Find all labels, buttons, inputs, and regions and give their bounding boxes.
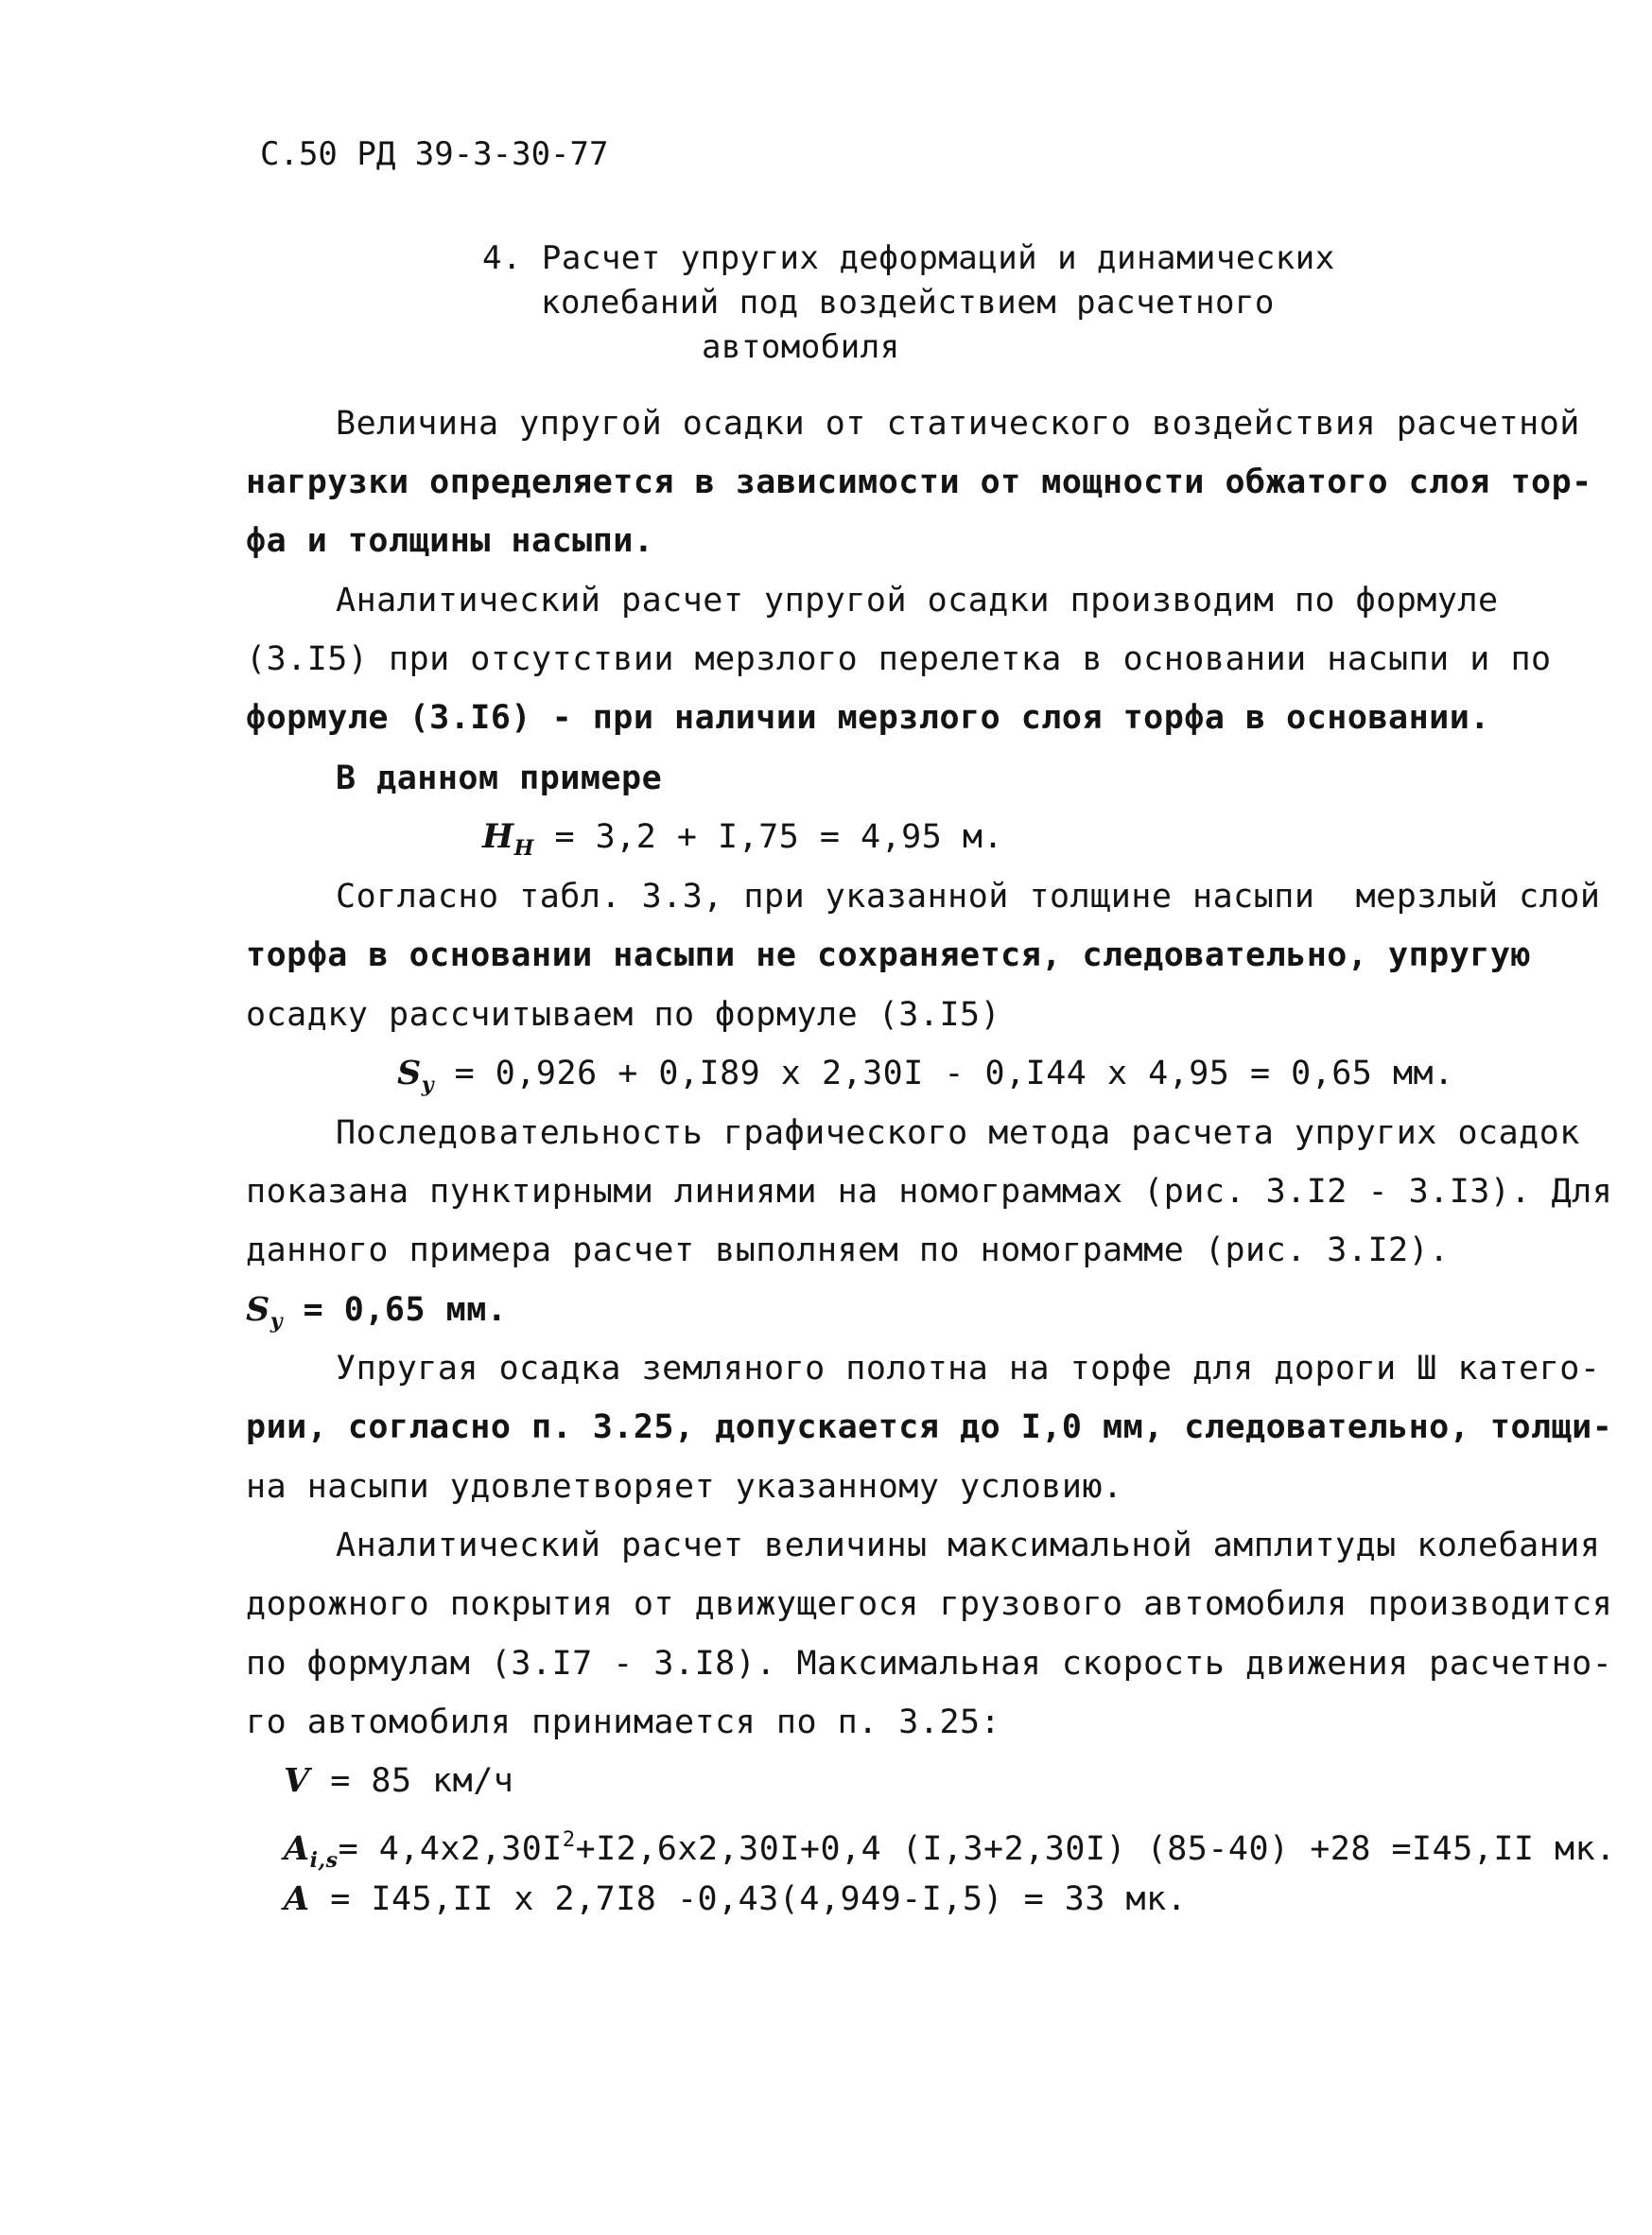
formula-a xyxy=(284,1877,1187,1921)
para7-line-4: го автомобиля принимается по п. 3.25: xyxy=(246,1703,1001,1741)
formula-h xyxy=(482,815,1003,870)
para6-line-1: Упругая осадка земляного полотна на торфе для дороги Ш катего- xyxy=(336,1350,1601,1388)
formula-a-expression: = I45,II x 2,7I8 -0,43(4,949-I,5) = 33 мк. xyxy=(309,1880,1188,1918)
formula-sy-2-expression: = 0,65 мм. xyxy=(283,1291,508,1329)
formula-sy-2-subscript: y xyxy=(270,1309,284,1334)
para6-line-2: рии, согласно п. 3.25, допускается до I,0 мм, следовательно, толщи- xyxy=(246,1408,1613,1446)
para2-line-2: (3.I5) при отсутствии мерзлого перелетка в основании насыпи и по xyxy=(246,640,1552,678)
formula-sy-2-symbol: S xyxy=(246,1290,270,1329)
para5-line-3: данного примера расчет выполняем по номограмме (рис. 3.I2). xyxy=(246,1231,1450,1269)
formula-v xyxy=(284,1759,513,1803)
formula-ais-part1: = 4,4x2,30I xyxy=(338,1830,563,1868)
section-title-line-3: автомобиля xyxy=(702,328,900,366)
para5-line-1: Последовательность графического метода расчета упругих осадок xyxy=(336,1114,1580,1152)
para1-line-3: фа и толщины насыпи. xyxy=(246,522,654,560)
para4-line-3: осадку рассчитываем по формуле (3.I5) xyxy=(246,996,1001,1034)
para5-line-2: показана пунктирными линиями на номограммах (рис. 3.I2 - 3.I3). Для xyxy=(246,1173,1613,1211)
formula-h-expression: = 3,2 + I,75 = 4,95 м. xyxy=(533,818,1004,856)
section-title-line-1: 4. Расчет упругих деформаций и динамических xyxy=(482,239,1335,277)
para1-line-1: Величина упругой осадки от статического воздействия расчетной xyxy=(336,405,1580,443)
formula-ais xyxy=(284,1819,1616,1882)
formula-sy-2 xyxy=(246,1288,507,1343)
formula-sy-1-symbol: S xyxy=(397,1054,422,1092)
formula-sy-1-subscript: y xyxy=(421,1073,435,1097)
page-header: С.50 РД 39-3-30-77 xyxy=(260,135,609,173)
formula-ais-symbol: A xyxy=(284,1829,310,1868)
para4-line-1: Согласно табл. 3.3, при указанной толщине насыпи мерзлый слой xyxy=(336,878,1601,916)
formula-sy-1-expression: = 0,926 + 0,I89 x 2,30I - 0,I44 x 4,95 = 0,65 мм. xyxy=(434,1055,1454,1092)
formula-v-symbol: V xyxy=(284,1761,310,1800)
para1-line-2: нагрузки определяется в зависимости от мощности обжатого слоя тор- xyxy=(246,463,1592,501)
para6-line-3: на насыпи удовлетворяет указанному условию. xyxy=(246,1468,1123,1506)
formula-a-symbol: A xyxy=(284,1879,310,1918)
formula-ais-superscript: 2 xyxy=(562,1828,576,1852)
para7-line-1: Аналитический расчет величины максимальной амплитуды колебания xyxy=(336,1527,1601,1564)
formula-h-symbol: H xyxy=(482,817,514,856)
para4-line-2: торфа в основании насыпи не сохраняется, следовательно, упругую xyxy=(246,936,1532,974)
formula-h-subscript: H xyxy=(513,836,534,861)
para2-line-1: Аналитический расчет упругой осадки производим по формуле xyxy=(336,582,1499,620)
para7-line-3: по формулам (3.I7 - 3.I8). Максимальная скорость движения расчетно- xyxy=(246,1645,1613,1683)
formula-ais-subscript: i,s xyxy=(309,1848,339,1873)
section-title-line-2: колебаний под воздействием расчетного xyxy=(541,284,1275,322)
para2-line-3: формуле (3.I6) - при наличии мерзлого слоя торфа в основании. xyxy=(246,699,1490,737)
formula-ais-part2: +I2,6x2,30I+0,4 (I,3+2,30I) (85-40) +28 =I45,II мк. xyxy=(575,1830,1616,1868)
formula-v-expression: = 85 км/ч xyxy=(309,1762,514,1800)
para3-text: В данном примере xyxy=(336,760,663,797)
para7-line-2: дорожного покрытия от движущегося грузового автомобиля производится xyxy=(246,1585,1613,1623)
formula-sy-1 xyxy=(397,1052,1454,1107)
